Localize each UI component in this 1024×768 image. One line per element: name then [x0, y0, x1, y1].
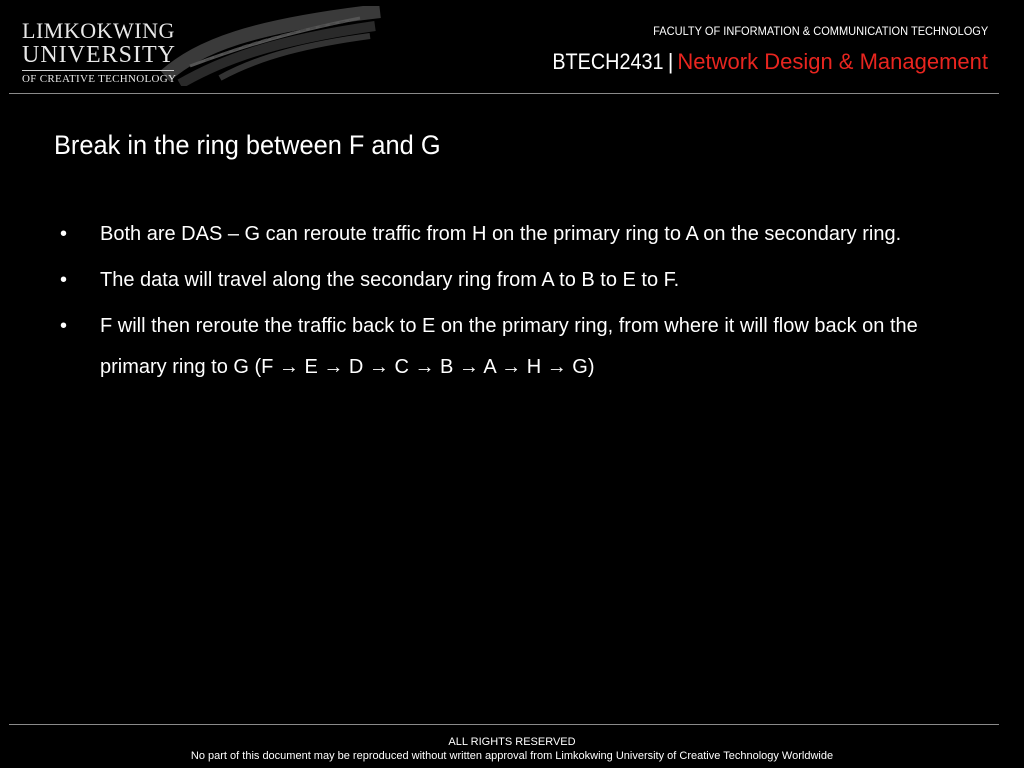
course-code: BTECH2431 — [552, 49, 664, 74]
decorative-swirl-graphic — [160, 6, 385, 86]
footer-rights: ALL RIGHTS RESERVED — [448, 736, 576, 748]
slide-title: Break in the ring between F and G — [54, 130, 441, 160]
bullet-item — [58, 260, 938, 301]
course-heading — [540, 49, 988, 75]
course-name: Network Design & Management — [677, 49, 988, 74]
bullet-marker: • — [60, 223, 68, 245]
bullet-marker: • — [60, 269, 68, 291]
logo-line-3: OF CREATIVE TECHNOLOGY — [22, 73, 177, 85]
logo-line-2: UNIVERSITY — [22, 42, 176, 68]
logo-line-1: LIMKOKWING — [22, 18, 175, 43]
bullet-item — [58, 214, 938, 255]
course-separator: | — [667, 49, 674, 74]
footer-disclaimer: No part of this document may be reproduced without written approval from Limkokwing University of Creative Technology Worldwide — [190, 750, 834, 762]
logo-divider — [22, 70, 174, 71]
bullet-list — [58, 214, 938, 393]
bullet-marker: • — [60, 315, 68, 337]
footer-divider — [9, 724, 999, 725]
bullet-text: F will then reroute the traffic back to E on the primary ring, from where it will flow back on the primary ring to G (F → E → D → C → B → A → H → G) — [100, 315, 918, 378]
university-logo — [0, 0, 390, 90]
header-divider — [9, 93, 999, 94]
bullet-item — [58, 306, 938, 388]
bullet-text: Both are DAS – G can reroute traffic from H on the primary ring to A on the secondary ring. — [100, 223, 902, 245]
logo-wordmark — [22, 20, 182, 85]
faculty-name: FACULTY OF INFORMATION & COMMUNICATION TECHNOLOGY — [652, 24, 988, 38]
bullet-text: The data will travel along the secondary ring from A to B to E to F. — [100, 269, 680, 291]
